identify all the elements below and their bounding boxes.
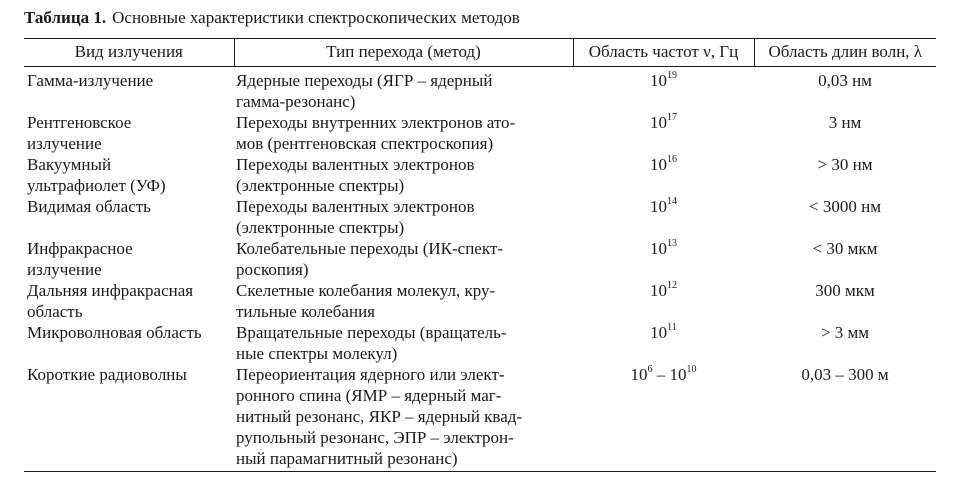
cell-line: Ядерные переходы (ЯГР – ядерный — [236, 71, 493, 90]
frequency-exponent: 17 — [667, 112, 677, 124]
cell-radiation-type — [24, 196, 234, 238]
cell-line: тильные колебания — [236, 302, 375, 321]
cell-radiation-type — [24, 67, 234, 113]
cell-transition — [234, 67, 573, 113]
cell-wavelength: 3 нм — [828, 113, 862, 132]
cell-radiation-type — [24, 154, 234, 196]
cell-transition — [234, 238, 573, 280]
cell-line: Колебательные переходы (ИК-спект- — [236, 239, 503, 258]
cell-wavelength: > 3 мм — [820, 323, 870, 342]
cell-line: Короткие радиоволны — [27, 365, 187, 384]
cell-line: Скелетные колебания молекул, кру- — [236, 281, 496, 300]
cell-line: Переходы внутренних электронов ато- — [236, 113, 516, 132]
cell-frequency — [573, 238, 754, 280]
cell-line: Переходы валентных электронов — [236, 197, 475, 216]
frequency-base: 10 — [650, 197, 667, 216]
cell-radiation-type — [24, 112, 234, 154]
cell-radiation-type — [24, 280, 234, 322]
cell-line: ные спектры молекул) — [236, 344, 398, 363]
frequency-base: 10 — [630, 365, 648, 384]
caption-label: Таблица 1. — [24, 8, 107, 27]
cell-line: мов (рентгеновская спектроскопия) — [236, 134, 494, 153]
cell-line: Инфракрасное — [27, 239, 133, 258]
table-row — [24, 154, 936, 196]
cell-frequency — [573, 322, 754, 364]
frequency-base-upper: 10 — [669, 365, 687, 384]
cell-radiation-type — [24, 322, 234, 364]
frequency-base: 10 — [650, 281, 667, 300]
cell-line: ронного спина (ЯМР – ядерный маг- — [236, 386, 502, 405]
cell-line: излучение — [27, 260, 102, 279]
cell-transition — [234, 154, 573, 196]
cell-line: рупольный резонанс, ЭПР – электрон- — [236, 428, 514, 447]
cell-line: Гамма-излучение — [27, 71, 154, 90]
cell-line: излучение — [27, 134, 102, 153]
cell-frequency — [573, 67, 754, 113]
frequency-base: 10 — [650, 155, 667, 174]
frequency-base: 10 — [650, 239, 667, 258]
cell-transition — [234, 280, 573, 322]
cell-wavelength: < 3000 нм — [809, 197, 881, 216]
frequency-separator: – — [652, 365, 670, 384]
cell-wavelength: 0,03 – 300 м — [754, 364, 936, 472]
table-row — [24, 112, 936, 154]
cell-frequency — [573, 112, 754, 154]
frequency-base: 10 — [650, 323, 668, 342]
cell-line: Рентгеновское — [27, 113, 132, 132]
spectroscopy-table — [24, 38, 936, 472]
cell-line: Переориентация ядерного или элект- — [236, 365, 505, 384]
cell-line: Микроволновая область — [27, 323, 202, 342]
header-transition-type: Тип перехода (метод) — [234, 39, 573, 67]
frequency-base: 10 — [650, 71, 667, 90]
frequency-exponent: 14 — [667, 196, 677, 208]
cell-line: Переходы валентных электронов — [236, 155, 475, 174]
frequency-exponent: 19 — [667, 70, 677, 82]
frequency-exponent: 6 — [647, 364, 653, 376]
header-wavelength-range: Область длин волн, λ — [754, 39, 936, 67]
table-body — [24, 67, 936, 472]
cell-frequency — [573, 280, 754, 322]
table-header — [24, 39, 936, 67]
table-row — [24, 238, 936, 280]
cell-line: область — [27, 302, 83, 321]
cell-frequency — [573, 364, 754, 472]
cell-radiation-type — [24, 364, 234, 472]
cell-line: ный парамагнитный резонанс) — [236, 449, 458, 468]
cell-frequency — [573, 154, 754, 196]
cell-frequency — [573, 196, 754, 238]
cell-line: гамма-резонанс) — [236, 92, 356, 111]
cell-line: Видимая область — [27, 197, 151, 216]
cell-wavelength: 0,03 нм — [818, 71, 872, 90]
cell-transition — [234, 196, 573, 238]
header-radiation-type: Вид излучения — [24, 39, 234, 67]
cell-line: Вращательные переходы (вращатель- — [236, 323, 507, 342]
cell-wavelength: < 30 мкм — [812, 239, 878, 258]
table-caption — [24, 8, 520, 28]
cell-line: Вакуумный — [27, 155, 112, 174]
frequency-exponent: 16 — [667, 154, 677, 166]
frequency-exponent: 13 — [667, 238, 677, 250]
cell-line: Дальняя инфракрасная — [27, 281, 194, 300]
table-row — [24, 67, 936, 113]
caption-title: Основные характеристики спектроскопических методов — [112, 8, 520, 27]
frequency-exponent-upper: 10 — [686, 364, 697, 376]
frequency-base: 10 — [650, 113, 667, 132]
frequency-exponent: 11 — [667, 322, 677, 334]
spectroscopy-table-wrapper — [24, 38, 936, 472]
cell-line: (электронные спектры) — [236, 176, 405, 195]
table-row — [24, 322, 936, 364]
table-row — [24, 280, 936, 322]
cell-wavelength: 300 мкм — [815, 281, 875, 300]
cell-transition — [234, 322, 573, 364]
cell-radiation-type — [24, 238, 234, 280]
cell-line: (электронные спектры) — [236, 218, 405, 237]
cell-transition — [234, 112, 573, 154]
cell-transition — [234, 364, 573, 472]
cell-wavelength: > 30 нм — [817, 155, 873, 174]
header-row — [24, 39, 936, 67]
table-row — [24, 364, 936, 472]
frequency-exponent: 12 — [667, 280, 677, 292]
cell-line: нитный резонанс, ЯКР – ядерный квад- — [236, 407, 523, 426]
cell-line: роскопия) — [236, 260, 309, 279]
header-frequency-range: Область частот ν, Гц — [573, 39, 754, 67]
cell-line: ультрафиолет (УФ) — [27, 176, 166, 195]
table-row — [24, 196, 936, 238]
